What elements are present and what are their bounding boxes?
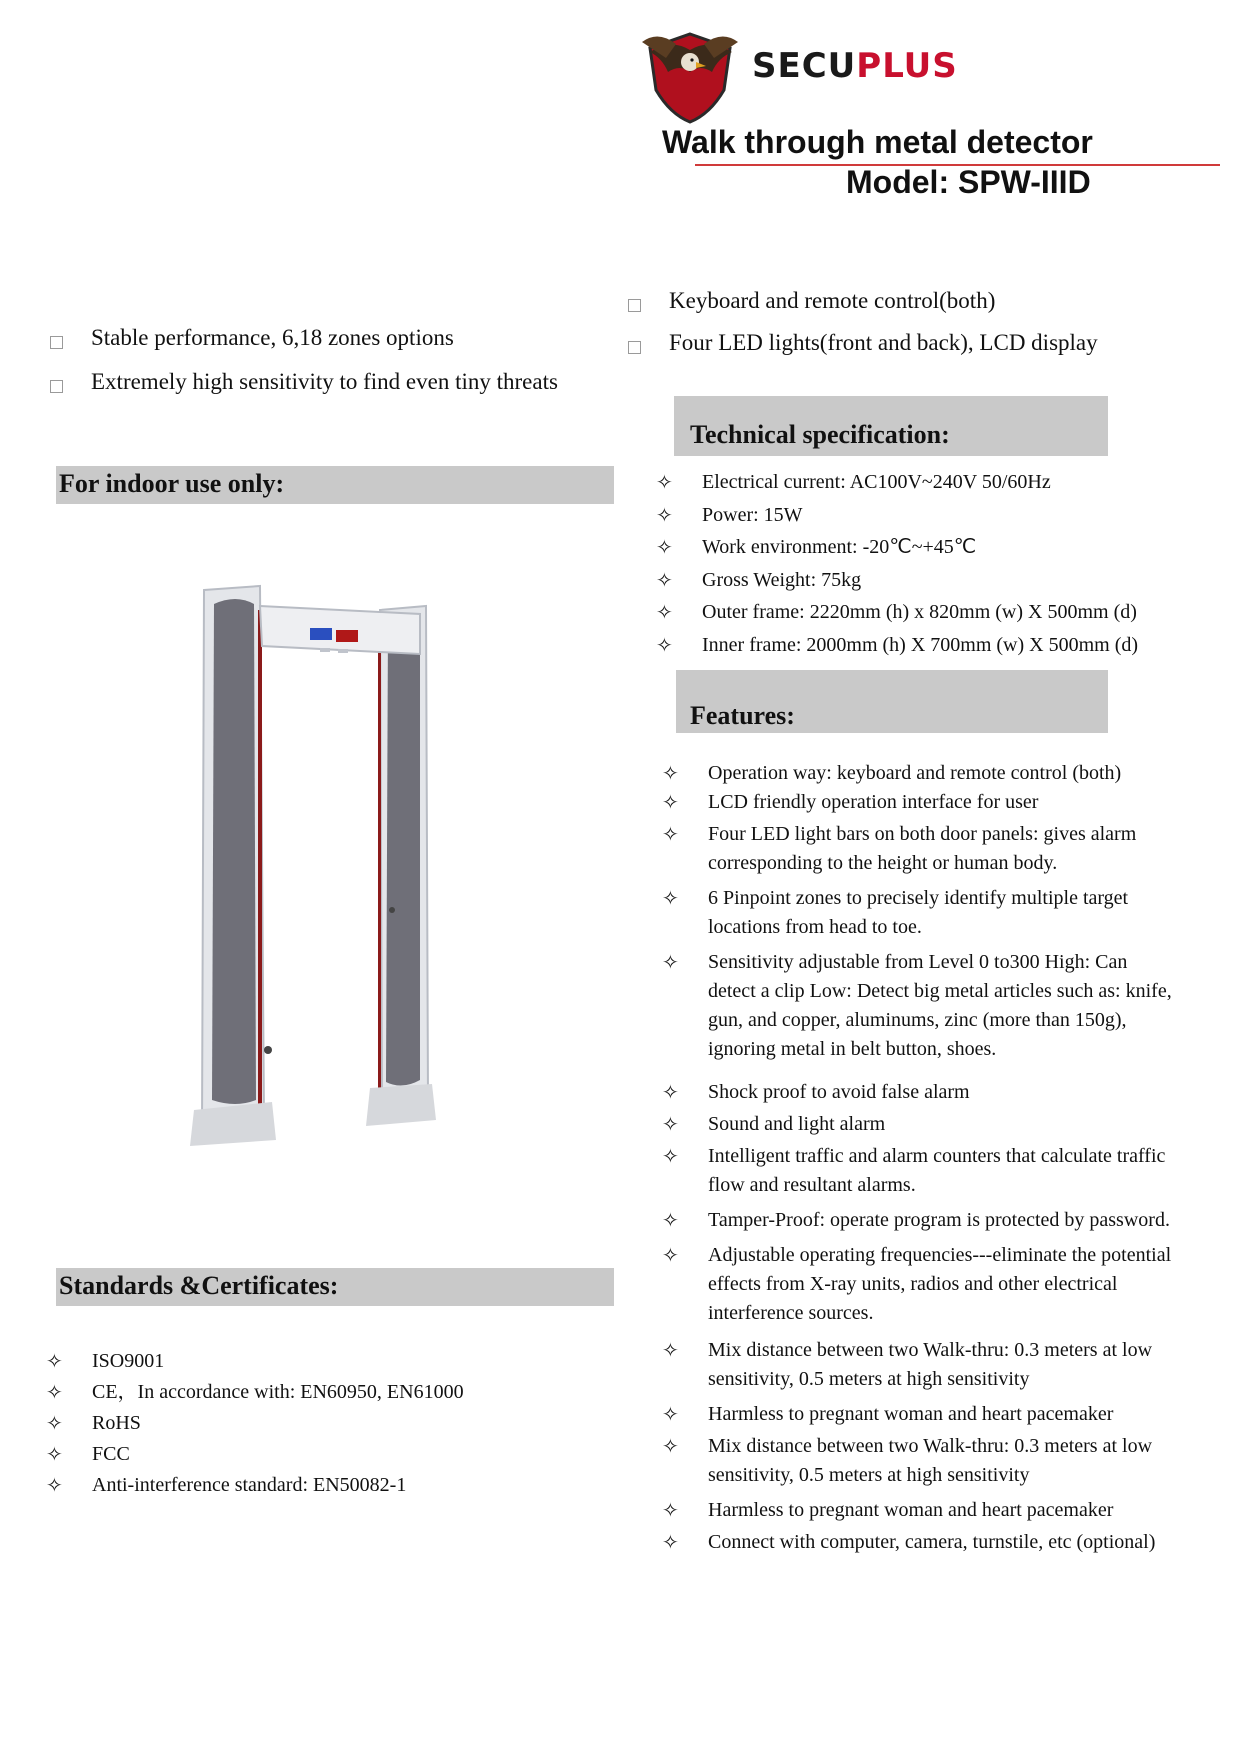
features-heading: Features: — [676, 670, 1108, 733]
list-item: ✧ Tamper-Proof: operate program is protected by password. — [662, 1206, 1172, 1235]
star-bullet-icon: ✧ — [662, 1144, 679, 1168]
highlight-item — [50, 369, 558, 395]
list-item: ✧ Harmless to pregnant woman and heart pacemaker — [662, 1400, 1172, 1429]
star-bullet-icon: ✧ — [656, 470, 673, 494]
brand-logo — [640, 28, 1060, 124]
list-item: ✧ Connect with computer, camera, turnstile, etc (optional) — [662, 1528, 1172, 1557]
checkbox-icon — [50, 380, 63, 393]
list-item: ✧ RoHS — [46, 1409, 606, 1438]
list-item: ✧ Anti-interference standard: EN50082-1 — [46, 1471, 606, 1500]
list-item: ✧ Power: 15W — [656, 501, 1216, 530]
star-bullet-icon: ✧ — [656, 632, 673, 657]
star-bullet-icon: ✧ — [662, 1112, 679, 1136]
star-bullet-icon: ✧ — [662, 790, 679, 814]
list-item: ✧ Four LED light bars on both door panels: gives alarm corresponding to the height or human body. — [662, 820, 1172, 878]
document-title: Walk through metal detector — [662, 124, 1093, 160]
list-item: ✧ Intelligent traffic and alarm counters that calculate traffic flow and resultant alarms. — [662, 1142, 1172, 1200]
list-item: ✧ ISO9001 — [46, 1347, 606, 1376]
list-item: ✧ CE，In accordance with: EN60950, EN61000 — [46, 1378, 606, 1407]
star-bullet-icon: ✧ — [662, 1338, 679, 1362]
star-bullet-icon: ✧ — [662, 761, 679, 785]
tech-spec-list — [656, 468, 1216, 660]
highlight-text: Stable performance, 6,18 zones options — [91, 325, 454, 350]
star-bullet-icon: ✧ — [46, 1380, 63, 1404]
star-bullet-icon: ✧ — [662, 886, 679, 910]
star-bullet-icon: ✧ — [662, 1243, 679, 1267]
star-bullet-icon: ✧ — [662, 1402, 679, 1426]
eagle-shield-logo-icon — [640, 28, 740, 124]
list-item: ✧ Mix distance between two Walk-thru: 0.3 meters at low sensitivity, 0.5 meters at high sensitivity — [662, 1432, 1172, 1490]
highlight-text: Four LED lights(front and back), LCD display — [669, 330, 1098, 355]
star-bullet-icon: ✧ — [46, 1442, 63, 1466]
list-item: ✧ Shock proof to avoid false alarm — [662, 1078, 1172, 1107]
list-item: ✧ Sensitivity adjustable from Level 0 to300 High: Can detect a clip Low: Detect big metal articles such as: knife, gun, and copper, aluminums, zinc (more than 150g), ignoring metal in belt button, shoes. — [662, 948, 1172, 1064]
highlight-item — [628, 288, 995, 314]
star-bullet-icon: ✧ — [662, 1530, 679, 1554]
standards-list — [46, 1347, 606, 1500]
model-number: Model: SPW-IIID — [846, 164, 1091, 200]
star-bullet-icon: ✧ — [656, 535, 673, 560]
list-item: ✧ Inner frame: 2000mm (h) X 700mm (w) X 500mm (d) — [656, 631, 1216, 660]
list-item: ✧ Electrical current: AC100V~240V 50/60Hz — [656, 468, 1216, 497]
star-bullet-icon: ✧ — [656, 600, 673, 625]
list-item: ✧ Gross Weight: 75kg — [656, 566, 1216, 595]
star-bullet-icon: ✧ — [662, 950, 679, 974]
highlight-item — [628, 330, 1098, 356]
checkbox-icon — [628, 341, 641, 354]
checkbox-icon — [628, 299, 641, 312]
highlight-text: Keyboard and remote control(both) — [669, 288, 996, 313]
brand-name — [752, 46, 958, 86]
brand-name-secu: SECU — [752, 46, 857, 86]
list-item: ✧ 6 Pinpoint zones to precisely identify multiple target locations from head to toe. — [662, 884, 1172, 942]
list-item: ✧ LCD friendly operation interface for user — [662, 788, 1172, 817]
checkbox-icon — [50, 336, 63, 349]
standards-heading: Standards &Certificates: — [56, 1268, 614, 1306]
list-item: ✧ FCC — [46, 1440, 606, 1469]
star-bullet-icon: ✧ — [662, 1498, 679, 1522]
star-bullet-icon: ✧ — [662, 1208, 679, 1232]
list-item: ✧ Harmless to pregnant woman and heart pacemaker — [662, 1496, 1172, 1525]
star-bullet-icon: ✧ — [656, 502, 673, 527]
highlight-text: Extremely high sensitivity to find even tiny threats — [91, 369, 558, 394]
metal-detector-illustration — [180, 580, 480, 1160]
tech-spec-heading: Technical specification: — [674, 396, 1108, 456]
star-bullet-icon: ✧ — [656, 567, 673, 592]
star-bullet-icon: ✧ — [46, 1473, 63, 1497]
features-list — [662, 759, 1172, 1557]
indoor-heading: For indoor use only: — [56, 466, 614, 504]
star-bullet-icon: ✧ — [46, 1411, 63, 1435]
brand-name-plus: PLUS — [856, 46, 958, 86]
list-item: ✧ Sound and light alarm — [662, 1110, 1172, 1139]
star-bullet-icon: ✧ — [46, 1349, 63, 1373]
star-bullet-icon: ✧ — [662, 822, 679, 846]
list-item: ✧ Outer frame: 2220mm (h) x 820mm (w) X 500mm (d) — [656, 598, 1216, 627]
list-item: ✧ Adjustable operating frequencies---eliminate the potential effects from X-ray units, radios and other electrical interference sources. — [662, 1241, 1172, 1328]
highlight-item — [50, 325, 454, 351]
list-item: ✧ Operation way: keyboard and remote control (both) — [662, 759, 1172, 788]
star-bullet-icon: ✧ — [662, 1080, 679, 1104]
star-bullet-icon: ✧ — [662, 1434, 679, 1458]
list-item: ✧ Mix distance between two Walk-thru: 0.3 meters at low sensitivity, 0.5 meters at high sensitivity — [662, 1336, 1172, 1394]
list-item: ✧ Work environment: -20℃~+45℃ — [656, 533, 1216, 562]
